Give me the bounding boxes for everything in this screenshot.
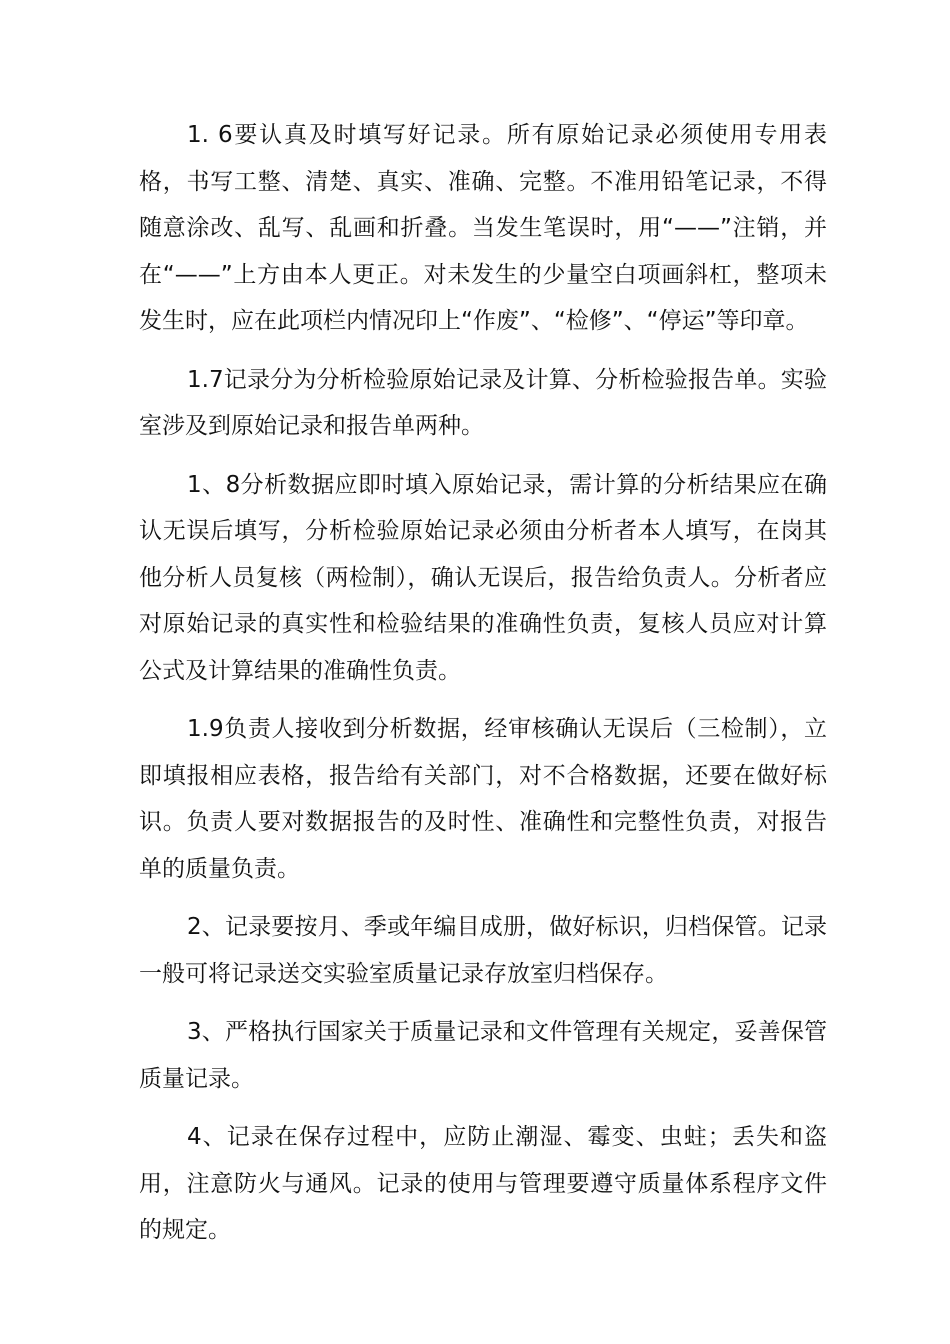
paragraph-3: 3、严格执行国家关于质量记录和文件管理有关规定，妥善保管质量记录。 <box>139 1019 827 1092</box>
paragraph-1-9: 1.9负责人接收到分析数据，经审核确认无误后（三检制），立即填报相应表格，报告给有关部门，对不合格数据，还要在做好标识。负责人要对数据报告的及时性、准确性和完整性负责，对报告单的质量负责。 <box>139 716 827 882</box>
paragraph-1-7: 1.7记录分为分析检验原始记录及计算、分析检验报告单。实验室涉及到原始记录和报告单两种。 <box>139 366 827 439</box>
paragraph-1-6: 1. 6要认真及时填写好记录。所有原始记录必须使用专用表格，书写工整、清楚、真实、准确、完整。不准用铅笔记录，不得随意涂改、乱写、乱画和折叠。当发生笔误时，用“——”注销，并在“——”上方由本人更正。对未发生的少量空白项画斜杠，整项未发生时，应在此项栏内情况印上“作废”、“检修”、“停运”等印章。 <box>139 122 827 334</box>
paragraph-4: 4、记录在保存过程中，应防止潮湿、霉变、虫蛀；丢失和盗用，注意防火与通风。记录的使用与管理要遵守质量体系程序文件的规定。 <box>139 1124 827 1243</box>
paragraph-1-8: 1、8分析数据应即时填入原始记录，需计算的分析结果应在确认无误后填写，分析检验原始记录必须由分析者本人填写，在岗其他分析人员复核（两检制），确认无误后，报告给负责人。分析者应对原始记录的真实性和检验结果的准确性负责，复核人员应对计算公式及计算结果的准确性负责。 <box>139 471 827 684</box>
paragraph-2: 2、记录要按月、季或年编目成册，做好标识，归档保管。记录一般可将记录送交实验室质量记录存放室归档保存。 <box>139 914 827 987</box>
document-body <box>139 112 827 1266</box>
